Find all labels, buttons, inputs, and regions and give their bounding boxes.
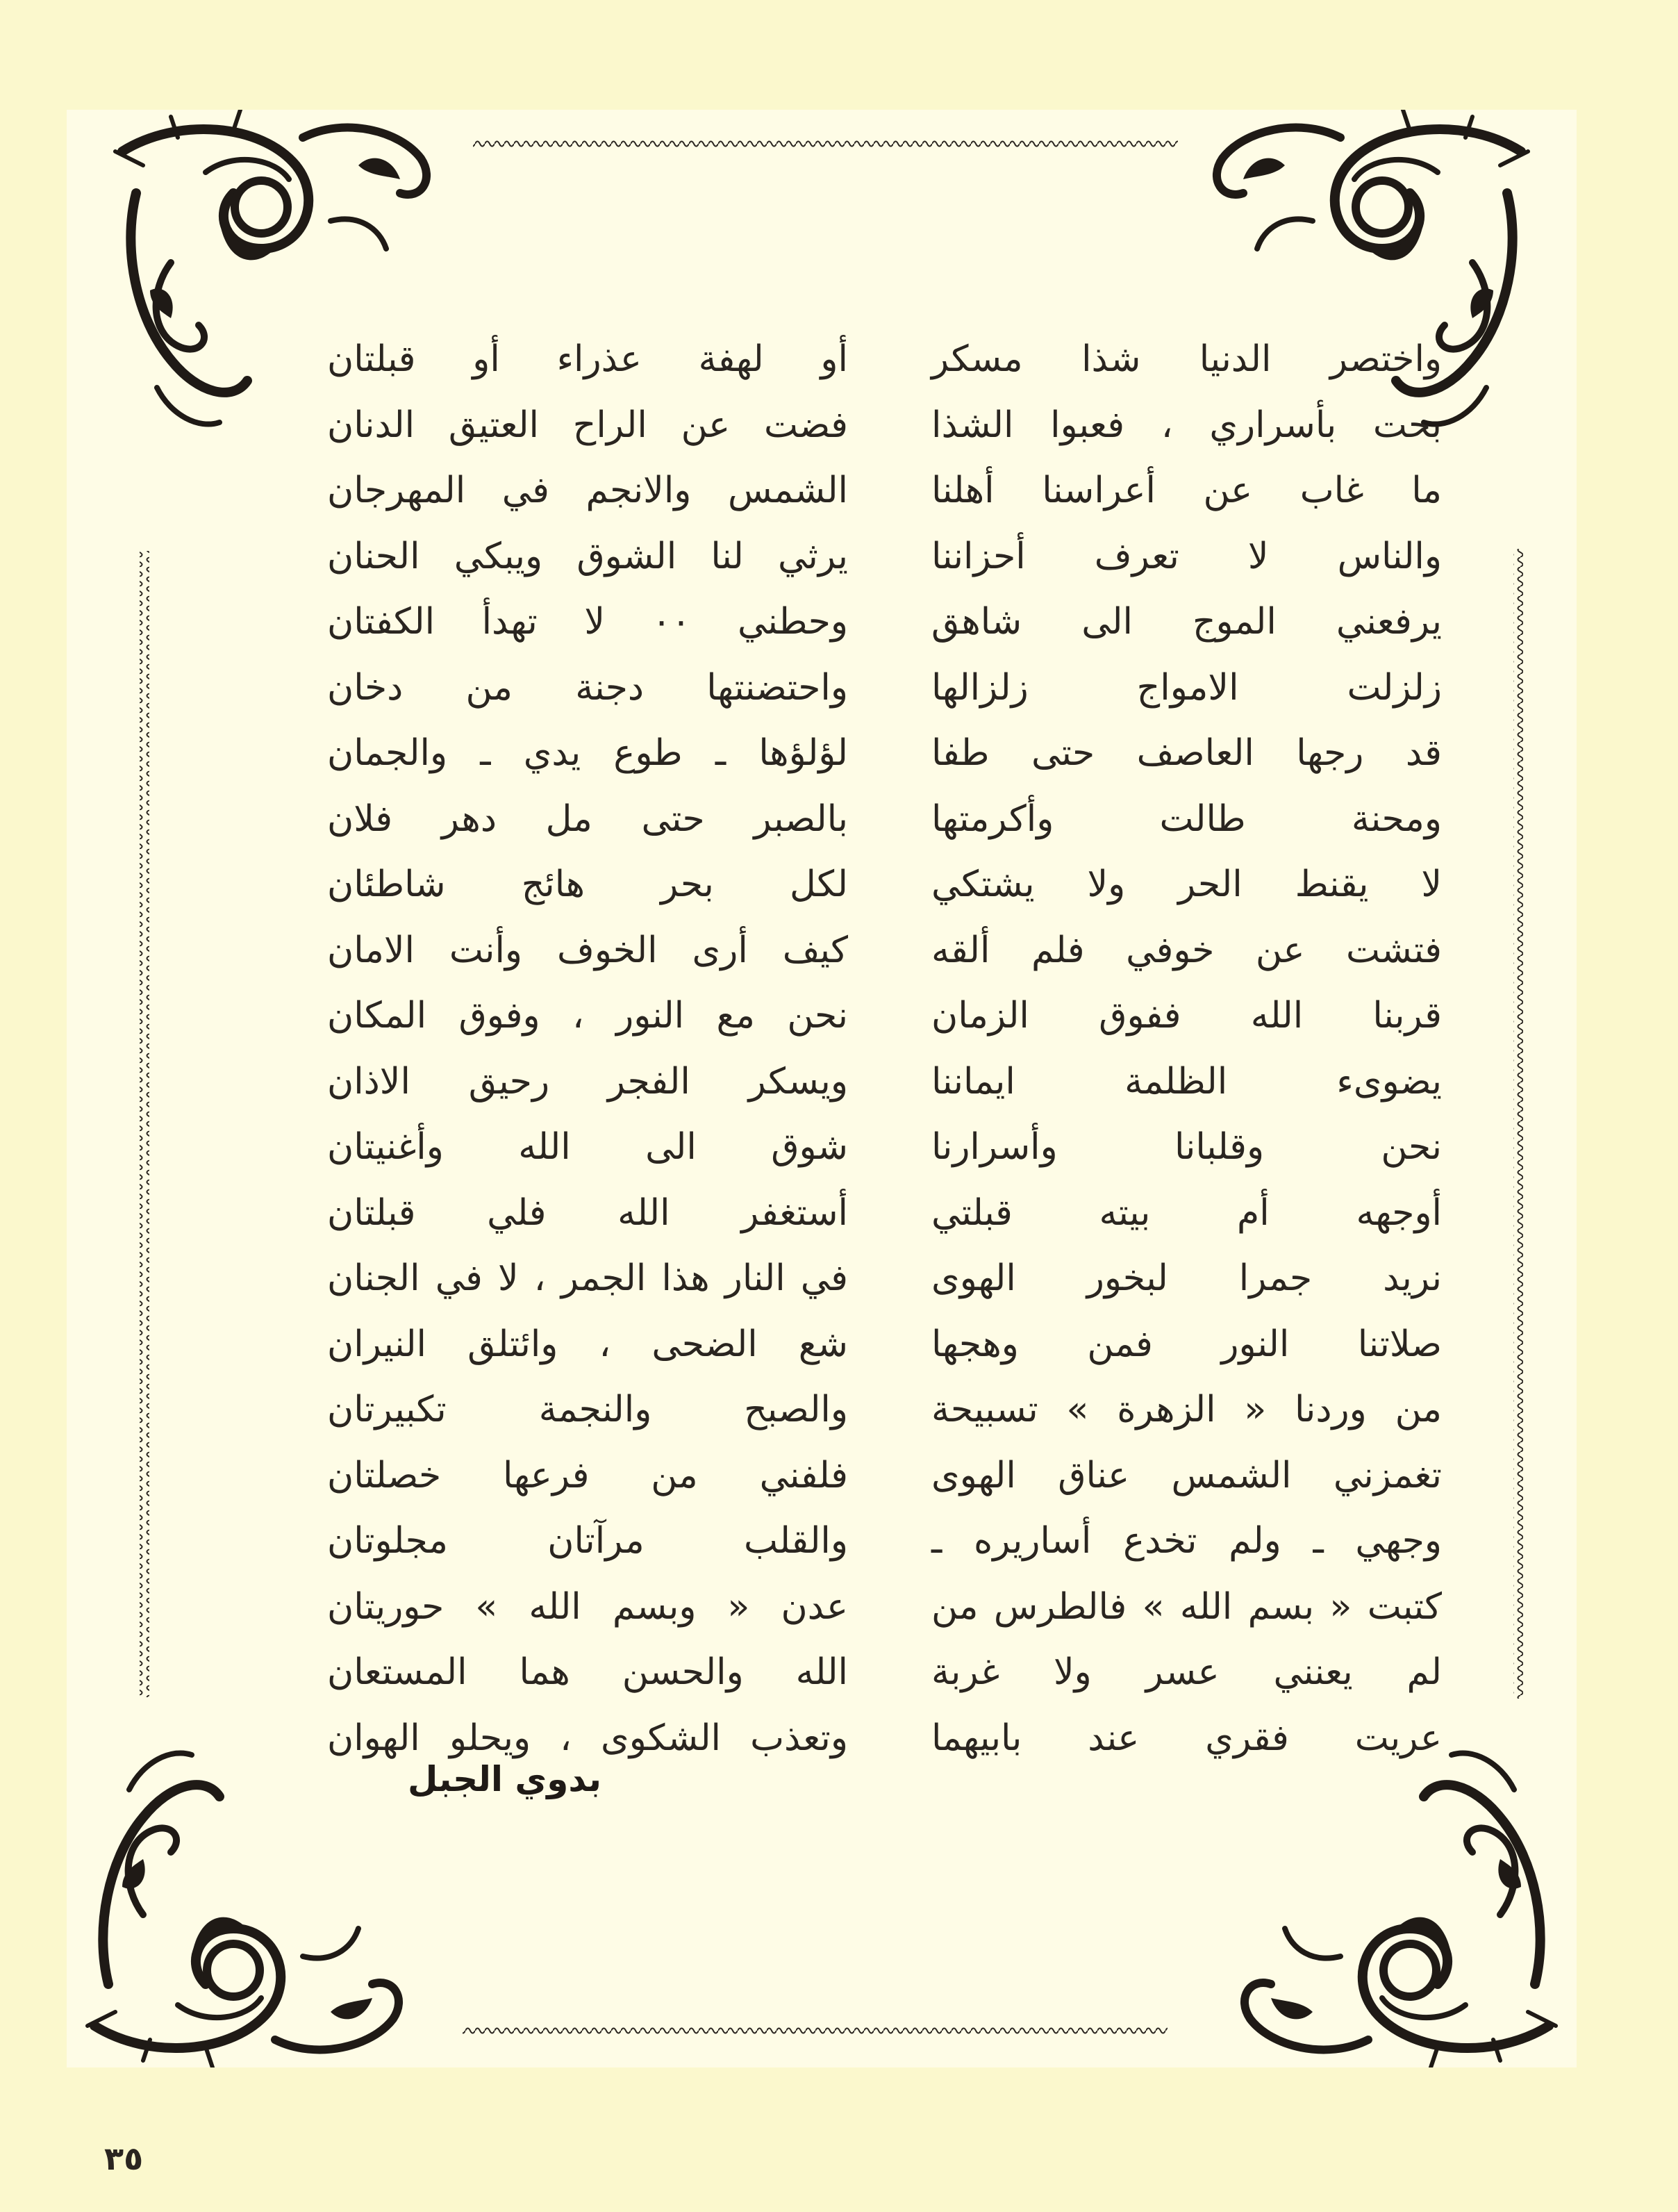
- poem-verse-line: أستغفر الله فلي قبلتان: [327, 1191, 848, 1234]
- poem-verse-line: الله والحسن هما المستعان: [327, 1651, 848, 1693]
- poem-verse-line: أو لهفة عذراء أو قبلتان: [327, 338, 848, 380]
- poet-signature: بدوي الجبل: [408, 1759, 601, 1799]
- poem-verse-line: وجهي ـ ولم تخدع أساريره ـ: [931, 1520, 1442, 1562]
- poem-verse-line: لكل بحر هائج شاطئان: [327, 864, 848, 905]
- poem-verse-line: بالصبر حتى مل دهر فلان: [327, 798, 848, 840]
- bottom-wavy-border: [463, 2024, 1168, 2034]
- poem-left-column: [327, 327, 848, 1771]
- poem-verse-line: قد رجها العاصف حتى طفا: [931, 732, 1442, 774]
- poem-verse-line: وحطني ٠٠ لا تهدأ الكفتان: [327, 601, 848, 643]
- poem-verse-line: بحت بأسراري ، فعبوا الشذا: [931, 404, 1442, 446]
- poem-verse-line: زلزلت الامواج زلزالها: [931, 666, 1442, 709]
- poem-verse-line: عدن « وبسم الله » حوريتان: [327, 1585, 848, 1628]
- poem-verse-line: كتبت « بسم الله » فالطرس من: [931, 1585, 1442, 1628]
- poem-verse-line: شع الضحى ، وائتلق النيران: [327, 1323, 848, 1365]
- poem-verse-line: وتعذب الشكوى ، ويحلو الهوان: [327, 1717, 848, 1759]
- poem-verse-line: أوجهه أم بيته قبلتي: [931, 1191, 1442, 1234]
- poem-verse-line: ما غاب عن أعراسنا أهلنا: [931, 470, 1442, 511]
- poem-verse-line: والصبح والنجمة تكبيرتان: [327, 1389, 848, 1430]
- poem-verse-line: عريت فقري عند بابيهما: [931, 1717, 1442, 1759]
- poem-verse-line: نريد جمرا لبخور الهوى: [931, 1257, 1442, 1299]
- poem-verse-line: شوق الى الله وأغنيتان: [327, 1126, 848, 1168]
- poem-verse-line: من وردنا « الزهرة » تسبيحة: [931, 1389, 1442, 1430]
- right-wavy-border: [1513, 549, 1523, 1699]
- left-wavy-border: [140, 551, 149, 1697]
- poem-verse-line: والناس لا تعرف أحزاننا: [931, 535, 1442, 577]
- top-wavy-border: [473, 138, 1178, 147]
- poem-verse-line: تغمزني الشمس عناق الهوى: [931, 1454, 1442, 1496]
- poem-verse-line: فتشت عن خوفي فلم ألقه: [931, 929, 1442, 971]
- poem-verse-line: ويسكر الفجر رحيق الاذان: [327, 1060, 848, 1103]
- poem-verse-line: واختصر الدنيا شذا مسكر: [931, 338, 1442, 380]
- poem-verse-line: واحتضنتها دجنة من دخان: [327, 666, 848, 709]
- poem-verse-line: يضوىء الظلمة ايماننا: [931, 1060, 1442, 1103]
- poem-right-column: [931, 327, 1442, 1771]
- poem-verse-line: لم يعنني عسر ولا غربة: [931, 1651, 1442, 1693]
- poem-verse-line: كيف أرى الخوف وأنت الامان: [327, 929, 848, 971]
- poem-verse-line: الشمس والانجم في المهرجان: [327, 470, 848, 511]
- poem-verse-line: يرثي لنا الشوق ويبكي الحنان: [327, 535, 848, 577]
- poem-verse-line: لا يقنط الحر ولا يشتكي: [931, 864, 1442, 905]
- poem-verse-line: نحن مع النور ، وفوق المكان: [327, 995, 848, 1037]
- poem-verse-line: في النار هذا الجمر ، لا في الجنان: [327, 1257, 848, 1299]
- page-number: ٣٥: [104, 2140, 144, 2177]
- poem-verse-line: قربنا الله ففوق الزمان: [931, 995, 1442, 1037]
- poem-verse-line: ومحنة طالت وأكرمتها: [931, 798, 1442, 840]
- poem-verse-line: لؤلؤها ـ طوع يدي ـ والجمان: [327, 732, 848, 774]
- poem-verse-line: فلفني من فرعها خصلتان: [327, 1454, 848, 1496]
- ornament-bottom-right-icon: [1215, 1734, 1577, 2067]
- poem-verse-line: والقلب مرآتان مجلوتان: [327, 1520, 848, 1562]
- poem-verse-line: فضت عن الراح العتيق الدنان: [327, 404, 848, 446]
- poem-verse-line: صلاتنا النور فمن وهجها: [931, 1323, 1442, 1365]
- poem-verse-line: يرفعني الموج الى شاهق: [931, 601, 1442, 643]
- poem-verse-line: نحن وقلبانا وأسرارنا: [931, 1126, 1442, 1168]
- magazine-page: [67, 110, 1577, 2067]
